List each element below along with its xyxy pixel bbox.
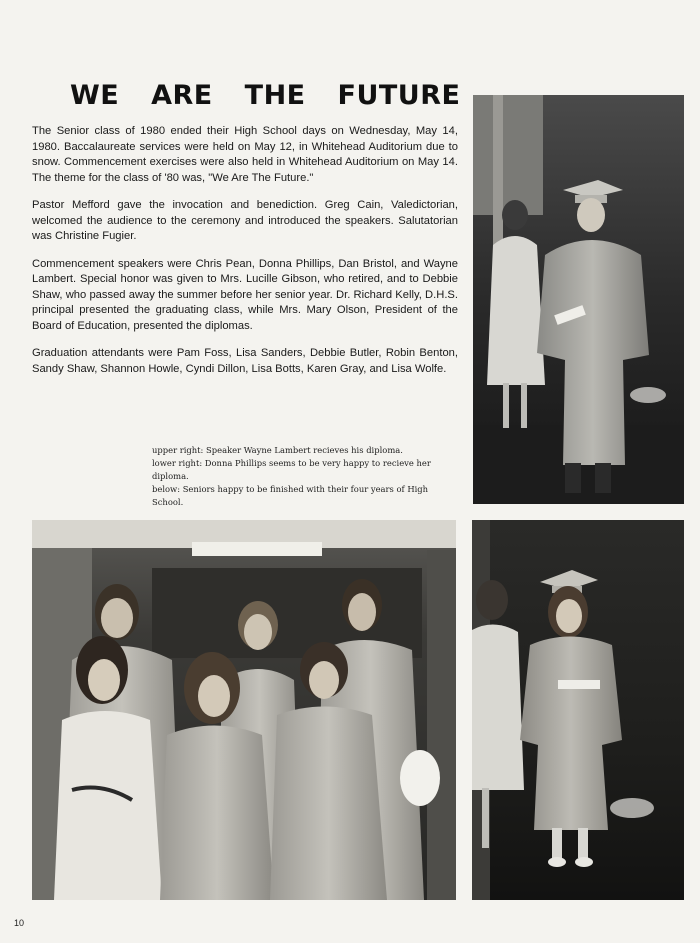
article-paragraph: Commencement speakers were Chris Pean, Donna Phillips, Dan Bristol, and Wayne Lambert. Special honor was given to Mrs. Lucille Gibson, who retired, and to Debbie Shaw, who passed away the summer before her senior year. Dr. Richard Kelly, D.H.S. principal presented the graduating class, while Mrs. Mary Olson, President of the Board of Education, presented the diplomas. bbox=[32, 257, 458, 332]
photo-captions bbox=[152, 444, 458, 509]
article-body bbox=[32, 124, 458, 389]
photo-speaker-receives-diploma bbox=[473, 95, 684, 504]
article-paragraph: The Senior class of 1980 ended their High School days on Wednesday, May 14, 1980. Baccalaureate services were held on May 12, in Whitehead Auditorium due to snow. Commencement exercises were also held in Whitehead Auditorium on May 14. The theme for the class of '80 was, "We Are The Future." bbox=[32, 125, 458, 184]
photo-donna-phillips-diploma bbox=[472, 520, 684, 900]
caption-lower-right: lower right: Donna Phillips seems to be very happy to recieve her diploma. bbox=[152, 458, 431, 481]
photo-seniors-group bbox=[32, 520, 456, 900]
caption-below: below: Seniors happy to be finished with their four years of High School. bbox=[152, 484, 429, 507]
page-title: WE ARE THE FUTURE bbox=[70, 80, 461, 111]
article-paragraph: Graduation attendants were Pam Foss, Lisa Sanders, Debbie Butler, Robin Benton, Sandy Shaw, Shannon Howle, Cyndi Dillon, Lisa Botts, Karen Gray, and Lisa Wolfe. bbox=[32, 347, 458, 375]
page-number: 10 bbox=[14, 918, 25, 928]
caption-upper-right: upper right: Speaker Wayne Lambert recieves his diploma. bbox=[152, 445, 403, 455]
article-paragraph: Pastor Mefford gave the invocation and benediction. Greg Cain, Valedictorian, welcomed the audience to the ceremony and introduced the speakers. Salutatorian was Christine Fugier. bbox=[32, 199, 458, 242]
